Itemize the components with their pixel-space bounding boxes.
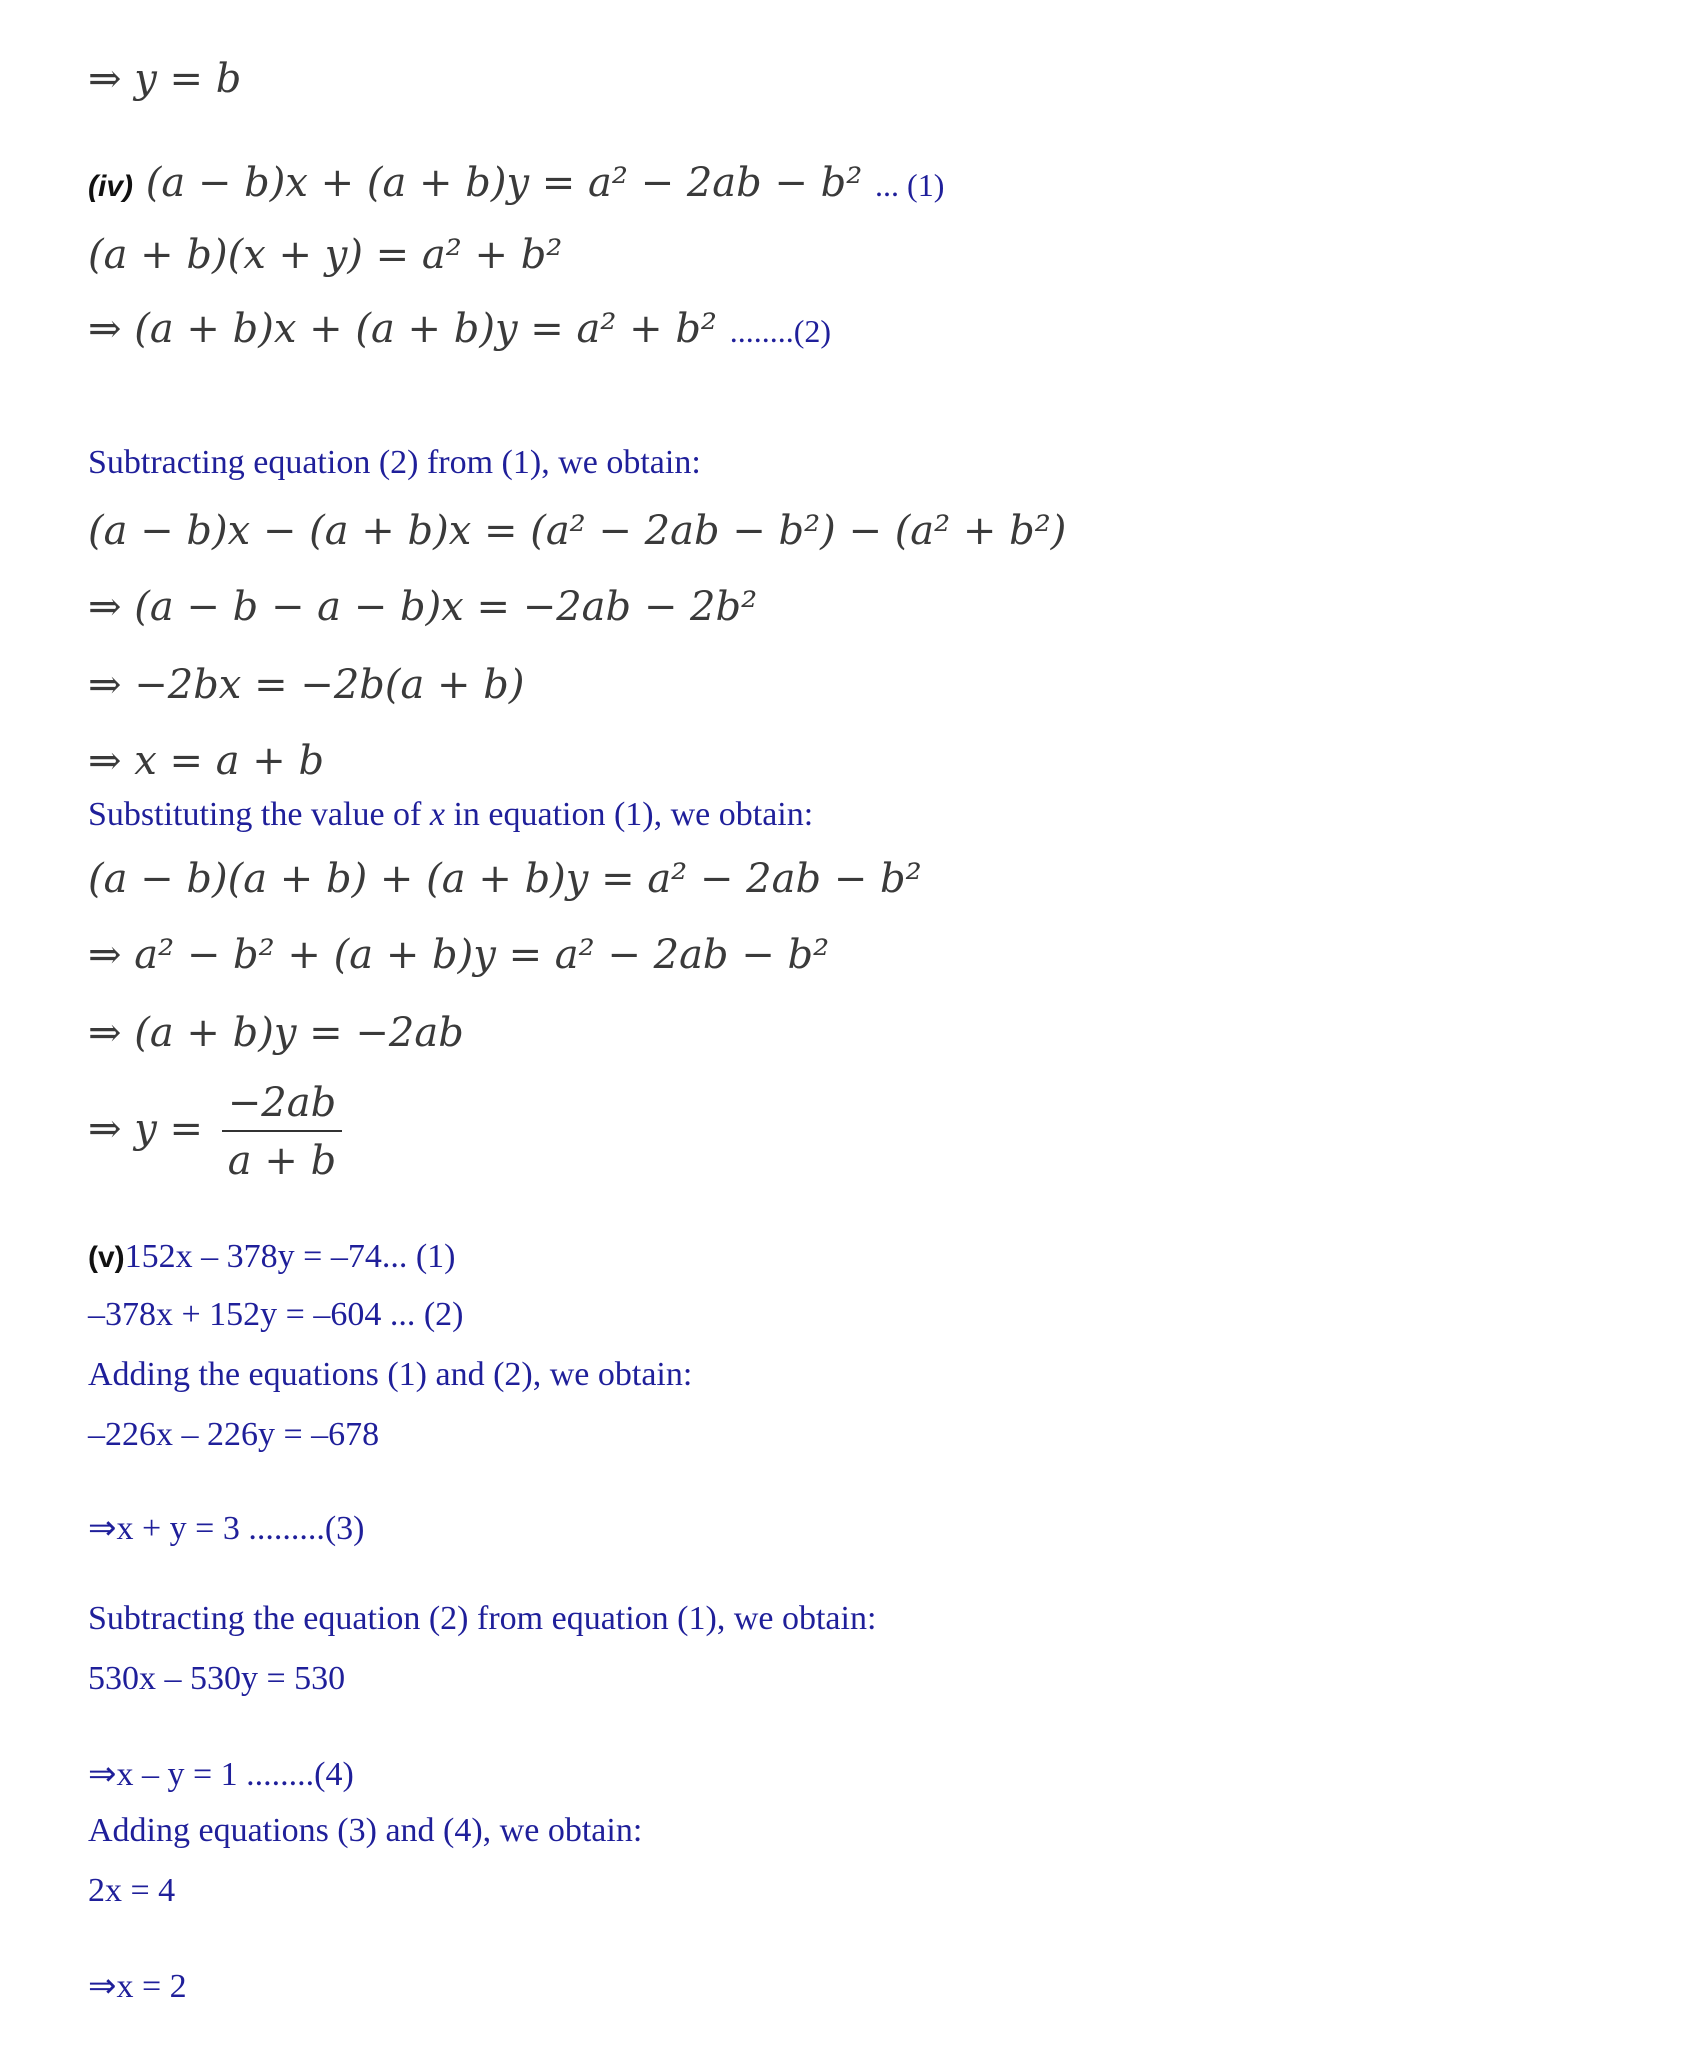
equation-v-1-body: 152x – 378y = –74... (1)	[124, 1238, 456, 1275]
instruction-substitute-a: Substituting the value of	[88, 796, 430, 833]
fraction-numerator: −2ab	[222, 1080, 342, 1132]
equation-v-2: –378x + 152y = –604 ... (2)	[88, 1296, 464, 1333]
equation-x-result: ⇒ x = a + b	[88, 738, 325, 784]
equation-ref-1: ... (1)	[875, 167, 945, 203]
equation-y-equals-b: ⇒ y = b	[88, 56, 242, 102]
equation-2x: 2x = 4	[88, 1872, 176, 1909]
equation-iv-1-body: (a − b)x + (a + b)y = a² − 2ab − b²	[145, 160, 863, 206]
equation-y-fraction-lhs: ⇒ y =	[88, 1106, 204, 1152]
instruction-add-3-4: Adding equations (3) and (4), we obtain:	[88, 1812, 643, 1849]
equation-simplify-1: ⇒ (a − b − a − b)x = −2ab − 2b²	[88, 584, 758, 630]
equation-expanded: ⇒ a² − b² + (a + b)y = a² − 2ab − b²	[88, 932, 830, 978]
equation-subtraction: (a − b)x − (a + b)x = (a² − 2ab − b²) − (a² + b²)	[88, 508, 1067, 554]
instruction-subtract-2-from-1: Subtracting the equation (2) from equation (1), we obtain:	[88, 1600, 877, 1637]
fraction	[222, 1080, 342, 1184]
equation-iv-2	[88, 306, 831, 352]
equation-simplify-2: ⇒ −2bx = −2b(a + b)	[88, 662, 525, 708]
instruction-substitute-x: x	[429, 796, 445, 833]
equation-4: ⇒x – y = 1 ........(4)	[88, 1756, 354, 1793]
equation-ref-2: ........(2)	[729, 313, 831, 349]
equation-x-equals-2: ⇒x = 2	[88, 1968, 187, 2005]
equation-difference: 530x – 530y = 530	[88, 1660, 346, 1697]
equation-iv-given-2: (a + b)(x + y) = a² + b²	[88, 232, 563, 278]
part-v-label: (v)	[88, 1241, 125, 1274]
equation-iv-2-body: ⇒ (a + b)x + (a + b)y = a² + b²	[88, 306, 717, 352]
equation-iv-1	[88, 160, 944, 206]
fraction-denominator: a + b	[227, 1138, 337, 1184]
equation-3: ⇒x + y = 3 .........(3)	[88, 1510, 365, 1547]
instruction-add-1-2: Adding the equations (1) and (2), we obtain:	[88, 1356, 693, 1393]
instruction-subtract: Subtracting equation (2) from (1), we obtain:	[88, 444, 701, 481]
equation-sum: –226x – 226y = –678	[88, 1416, 380, 1453]
instruction-substitute	[88, 796, 813, 834]
equation-y-coefficient: ⇒ (a + b)y = −2ab	[88, 1010, 464, 1056]
equation-y-fraction	[88, 1080, 342, 1184]
equation-v-1	[88, 1238, 456, 1276]
instruction-substitute-b: in equation (1), we obtain:	[444, 796, 814, 833]
part-iv-label: (iv)	[88, 170, 133, 203]
equation-substituted: (a − b)(a + b) + (a + b)y = a² − 2ab − b²	[88, 856, 922, 902]
